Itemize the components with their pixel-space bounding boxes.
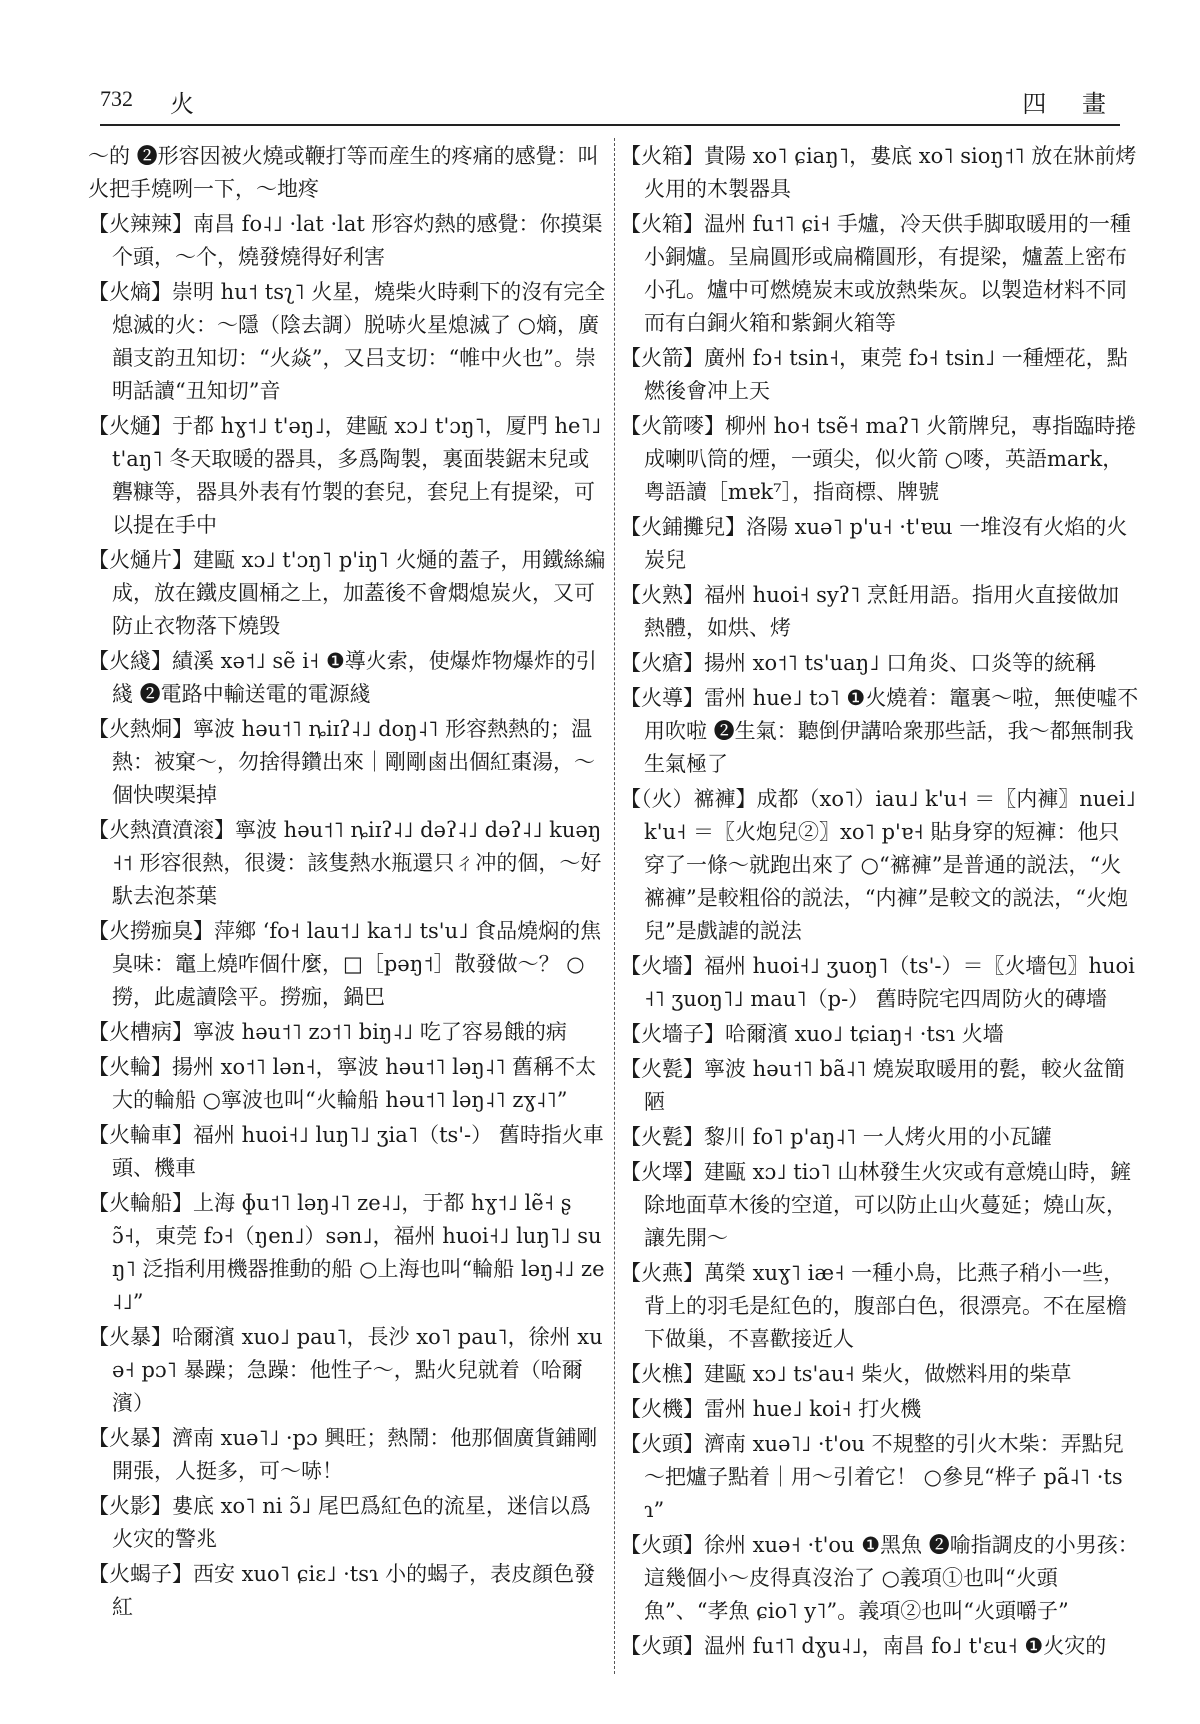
right-column (620, 140, 1140, 1684)
dictionary-entry: 【火暴】哈爾濱 xuo˩ pau˥，長沙 xo˥ pau˥，徐州 xuə˧ pɔ˥ 暴躁；急躁：他性子～，點火兒就着（哈爾濱） (88, 1325, 603, 1415)
dictionary-entry: 【火頭】温州 fu˦˥ dɣu˨˩，南昌 fo˩ t'ɛu˧ ❶火灾的 (620, 1634, 1107, 1658)
page-number: 732 (100, 86, 133, 111)
dictionary-entry: 【火燕】萬榮 xuɣ˥ iæ˧ 一種小鳥，比燕子稍小一些，背上的羽毛是紅色的，腹部白色，很漂亮。不在屋檐下做巢，不喜歡接近人 (620, 1261, 1127, 1351)
dictionary-entry: 【火瘡】揚州 xo˦˥ ts'uaŋ˩ 口角炎、口炎等的統稱 (620, 651, 1097, 675)
dictionary-entry: 【火墻】福州 huoi˧˩ ʒuoŋ˥（ts'-）＝〖火墻包〗huoi˧˥ ʒuoŋ˥˩ mau˥（p-） 舊時院宅四周防火的磚墻 (620, 954, 1135, 1011)
dictionary-entry: 【火撈痂臭】萍鄉 ʻfo˧ lau˦˩ ka˦˩ ts'u˩ 食品燒焖的焦臭味：竈上燒咋個什麼，□［pəŋ˦］散發做～？ ○撈，此處讀陰平。撈痂，鍋巴 (88, 919, 602, 1009)
dictionary-entry: 【火輪船】上海 ɸu˦˥ ləŋ˨˥ ze˨˩，于都 hɣ˦˩ lẽ˧ ʂɔ̃˧，東莞 fɔ˧（ŋen˩）sən˩，福州 huoi˧˩ luŋ˥˩ suŋ˥ 泛指利用機器推動的船 ○上海也叫“輪船 ləŋ˨˩ ze˨˩” (88, 1191, 605, 1314)
dictionary-entry: 【火熟】福州 huoi˧ syʔ˥ 烹飪用語。指用火直接做加熱體，如烘、烤 (620, 583, 1120, 640)
dictionary-entry: 【火頭】濟南 xuə˥˩ ·t'ou 不規整的引火木柴：弄點兒～把爐子點着｜用～引着它！ ○參見“桦子 pã˨˥ ·tsɿ” (620, 1432, 1124, 1522)
dictionary-entry: 【火甏】寧波 həu˦˥ bã˨˥ 燒炭取暖用的甏，較火盆簡陋 (620, 1057, 1125, 1114)
page-header (100, 84, 1120, 126)
dictionary-entry: 【火熱烔】寧波 həu˦˥ ȵiɪʔ˨˩ doŋ˨˥ 形容熱熱的；温熱：被窠～，勿捨得鑽出來｜剛剛鹵出個紅棗湯，～個快喫渠掉 (88, 717, 595, 807)
dictionary-entry: 【火導】雷州 hue˩ tɔ˥ ❶火燒着：竈裏～啦，無使噓不用吹啦 ❷生氣：聽倒伊講哈衆那些話，我～都無制我生氣極了 (620, 686, 1139, 776)
dictionary-entry: 【火箭嘜】柳州 ho˧ tsẽ˧ maʔ˥ 火箭牌兒，專指臨時捲成喇叭筒的煙，一頭尖，似火箭 ○嘜，英語mark，粤語讀［mɐk⁷］，指商標、牌號 (620, 414, 1137, 504)
dictionary-entry: ～的 ❷形容因被火燒或鞭打等而産生的疼痛的感覺：叫火把手燒咧一下，～地疼 (88, 144, 599, 201)
dictionary-entry: 【火熥片】建甌 xɔ˩ t'ɔŋ˥ p'iŋ˥ 火熥的蓋子，用鐵絲編成，放在鐵皮圓桶之上，加蓋後不會燜熄炭火，又可防止衣物落下燒毁 (88, 548, 606, 638)
dictionary-entry: 【火暴】濟南 xuə˥˩ ·pɔ 興旺；熱鬧：他那個廣貨鋪剛開張，人挺多，可～哧！ (88, 1426, 598, 1483)
dictionary-entry: 【火箱】温州 fu˦˥ ɕi˧ 手爐，冷天供手脚取暖用的一種小銅爐。呈扁圓形或扁橢圓形，有提梁，爐蓋上密布小孔。爐中可燃燒炭末或放熱柴灰。以製造材料不同而有白銅火箱和紫銅火箱等 (620, 212, 1131, 335)
dictionary-entry: 【火熱濆濆滚】寧波 həu˦˥ ȵiɪʔ˨˩ dəʔ˨˩ dəʔ˨˩ kuəŋ˧˦ 形容很熱，很燙：該隻熱水瓶還只ㄔ冲的個，～好馱去泡茶葉 (88, 818, 602, 908)
dictionary-entry: 【火辣辣】南昌 fo˨˩ ·lat ·lat 形容灼熱的感覺：你摸渠个頭，～个，燒發燒得好利害 (88, 212, 603, 269)
dictionary-entry: 【火頭】徐州 xuə˧ ·t'ou ❶黑魚 ❷喻指調皮的小男孩：這幾個小～皮得真沒治了 ○義項①也叫“火頭魚”、“孝魚 ɕio˥ y˥”。義項②也叫“火頭嚼子” (620, 1533, 1139, 1623)
dictionary-entry: 【火輪】揚州 xo˦˥ lən˧，寧波 həu˦˥ ləŋ˨˥ 舊稱不太大的輪船 ○寧波也叫“火輪船 həu˦˥ ləŋ˨˥ zɣ˨˥” (88, 1055, 597, 1112)
dictionary-entry: 【火箭】廣州 fɔ˧ tsin˧，東莞 fɔ˧ tsin˩ 一種煙花，點燃後會冲上天 (620, 346, 1128, 403)
dictionary-entry: 【火機】雷州 hue˩ koi˧ 打火機 (620, 1397, 922, 1421)
dictionary-entry: 【火影】婁底 xo˥ ni ɔ̃˩ 尾巴爲紅色的流星，迷信以爲火灾的警兆 (88, 1494, 591, 1551)
dictionary-entry: 【火輪車】福州 huoi˧˩ luŋ˥˩ ʒia˥（ts'-） 舊時指火車頭、機車 (88, 1123, 604, 1180)
stroke-count-heading: 四 畫 (1022, 90, 1120, 118)
radical-heading: 火 (170, 90, 194, 118)
dictionary-entry: 【火熵】崇明 hu˦ tsʅ˥ 火星，燒柴火時剩下的沒有完全熄滅的火：～隱（陰去調）脱哧火星熄滅了 ○熵，廣韻支韵丑知切：“火焱”，又吕支切：“帷中火也”。崇明話讀“丑知切”音 (88, 280, 606, 403)
dictionary-entry: 【火鋪攤兒】洛陽 xuə˥ p'u˧ ·t'ɐɯ 一堆沒有火焰的火炭兒 (620, 515, 1128, 572)
dictionary-entry: 【火綫】績溪 xə˦˩ sẽ i˧ ❶導火索，使爆炸物爆炸的引綫 ❷電路中輸送電的電源綫 (88, 649, 597, 706)
dictionary-entry: 【火蝎子】西安 xuo˥ ɕiɛ˩ ·tsɿ 小的蝎子，表皮顔色發紅 (88, 1562, 596, 1619)
dictionary-entry: 【火墻子】哈爾濱 xuo˩ tɕiaŋ˧ ·tsɿ 火墻 (620, 1022, 1004, 1046)
dictionary-entry: 【火箱】貴陽 xo˥ ɕiaŋ˥，婁底 xo˥ sioŋ˦˥ 放在牀前烤火用的木製器具 (620, 144, 1137, 201)
dictionary-entry: 【（火）褯褲】成都（xo˥）iau˩ k'u˧ ＝〖内褲〗nuei˩ k'u˧ ＝〖火炮兒②〗xo˥ p'ɐ˧ 貼身穿的短褲：他只穿了一條～就跑出來了 ○“褯褲”是普通的説法，“火褯褲”是較粗俗的説法，“内褲”是較文的説法，“火炮兒”是戲謔的説法 (620, 787, 1136, 943)
left-column (88, 140, 608, 1684)
dictionary-entry: 【火樵】建甌 xɔ˩ ts'au˧ 柴火，做燃料用的柴草 (620, 1362, 1072, 1386)
dictionary-entry: 【火甏】黎川 fo˥ p'aŋ˨˥ 一人烤火用的小瓦罐 (620, 1125, 1052, 1149)
column-divider (614, 138, 615, 1674)
dictionary-entry: 【火墿】建甌 xɔ˩ tiɔ˥ 山林發生火灾或有意燒山時，鏟除地面草木後的空道，可以防止山火蔓延；燒山灰，讓先開～ (620, 1160, 1132, 1250)
dictionary-entry: 【火槽病】寧波 həu˦˥ zɔ˦˥ biŋ˨˩ 吃了容易餓的病 (88, 1020, 567, 1044)
dictionary-entry: 【火熥】于都 hɣ˦˩ t'əŋ˩，建甌 xɔ˩ t'ɔŋ˥，厦門 he˥˩ t'aŋ˥ 冬天取暖的器具，多爲陶製，裏面裝鋸末兒或礱糠等，器具外表有竹製的套兒，套兒上有提梁，可以提在手中 (88, 414, 602, 537)
